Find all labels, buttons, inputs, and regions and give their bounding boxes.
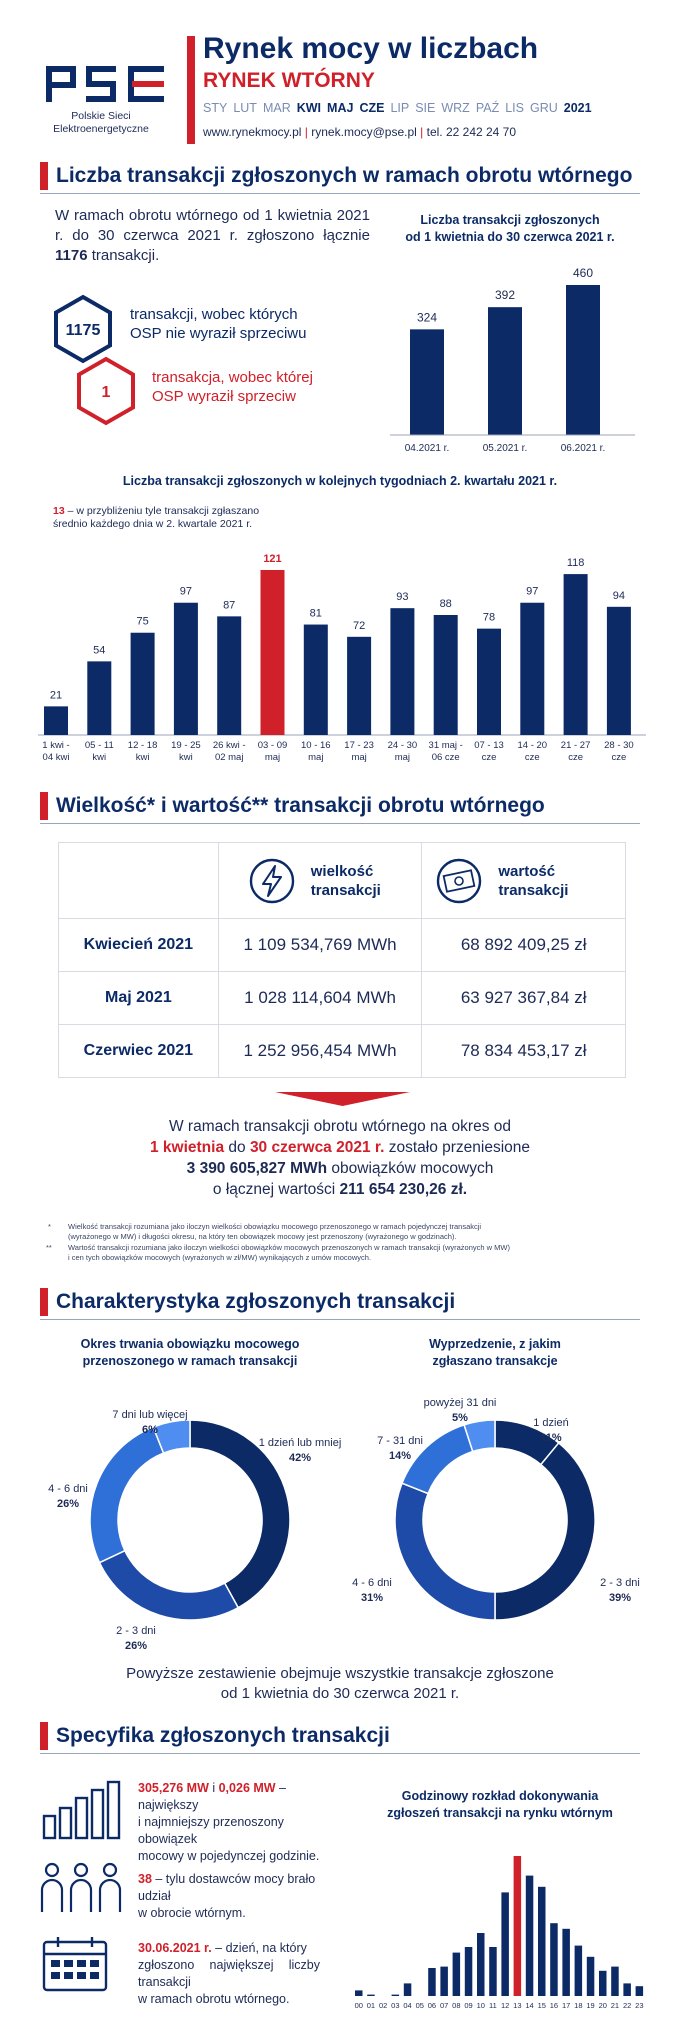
data-label: 75 [136,615,149,628]
month-label: CZE [359,101,385,115]
page-subtitle: RYNEK WTÓRNY [203,69,375,92]
row-value: 63 927 367,84 zł [422,972,626,1025]
data-label: 87 [223,599,236,612]
tick-label: 19 [586,2001,595,2010]
company-name-line2: Elektroenergetyczne [53,123,149,135]
tick-label: 04 kwi [42,752,70,763]
weekly-note-line1: 13 – w przybliżeniu tyle transakcji zgłaszano [53,505,260,517]
bar [599,1971,607,1996]
bar [261,570,285,735]
month-label: MAR [262,101,291,115]
tick-label: 21 [610,2001,620,2010]
tick-label: 03 [391,2001,400,2010]
month-label: WRZ [441,101,470,115]
tick-label: 05 [415,2001,424,2010]
slice-label: 1 dzień [533,1417,569,1429]
bar [355,1990,363,1996]
tick-label: 08 [452,2001,461,2010]
money-icon [436,858,482,904]
bar [131,633,155,735]
bar [477,1933,485,1996]
month-label: GRU [529,101,558,115]
slice-value: 31% [360,1592,384,1604]
tick-label: 28 - 30 [604,740,634,751]
intro-text: W ramach obrotu wtórnego od 1 kwietnia 2021 r. do 30 czerwca 2021 r. zgłoszono łącznie 1176 transakcji. [55,207,370,264]
tick-label: 13 [513,2001,522,2010]
weekly-note-number: 13 [53,505,65,517]
tick-label: 11 [489,2001,497,2010]
slice [90,1427,163,1563]
bar [434,615,458,735]
tick-label: 12 - 18 [127,740,158,751]
slice-value: 6% [142,1424,158,1436]
tick-label: 19 - 25 [171,740,201,751]
section-transactions-count [40,160,640,192]
bar [538,1887,546,1996]
data-label: 460 [572,266,594,280]
tick-label: 14 [525,2001,534,2010]
data-label: 81 [309,607,322,620]
section-volume-value [40,790,640,822]
summary-text: W ramach transakcji obrotu wtórnego na okres od 1 kwietnia do 30 czerwca 2021 r. zostało przeniesione 3 390 605,827 MWh obowiązków mocowych o łącznej wartości 211 654 230,26 zł. [149,1118,531,1198]
tick-label: 22 [622,2001,632,2010]
data-label: 118 [566,557,585,570]
tick-label: 04.2021 r. [404,443,450,454]
slice-value: 26% [56,1498,80,1510]
slice-value: 42% [288,1452,312,1464]
donut2-title-line1: Wyprzedzenie, z jakim [429,1337,561,1351]
table-row [59,1025,626,1078]
weekly-chart-title: Liczba transakcji zgłoszonych w kolejnych tygodniach 2. kwartału 2021 r. [122,474,558,488]
row-volume: 1 028 114,604 MWh [218,972,422,1025]
contact-mail[interactable]: rynek.mocy@pse.pl [311,125,417,139]
volume-value-table [58,842,626,1078]
month-label: LIP [390,101,410,115]
tick-label: 05.2021 r. [482,443,528,454]
footnote-2: Wartość transakcji rozumiana jako iloczyn wielkości obowiązków mocowych przenoszonych w ramach transakcji (wyrażonych w MW) i cen tych obowiązków mocowych (wyrażonych w zł/MW) wynikających z umów mocowych. [68,1243,510,1262]
data-label: 88 [439,598,452,610]
bar [501,1892,509,1996]
tick-label: kwi [135,752,150,763]
tick-label: 14 - 20 [517,740,548,751]
hex2-number: 1 [101,384,111,401]
fact-3: 30.06.2021 r. – dzień, na który zgłoszono największej liczby transakcji w ramach obrotu wtórnego. [138,1941,320,2006]
col-value-line1: wartość [498,862,556,880]
bar [564,574,588,735]
people-group-icon [40,1860,122,1914]
tick-label: 17 - 23 [344,740,374,751]
bar [347,637,371,735]
tick-label: maj [394,752,411,763]
month-label: MAJ [327,101,354,115]
data-label: 121 [263,553,282,565]
tick-label: 10 - 16 [301,740,331,751]
bar [44,706,68,735]
contact-tel: tel. 22 242 24 70 [426,125,517,139]
weekly-bar-chart [38,530,648,770]
bar [465,1947,473,1996]
data-label: 93 [396,591,409,604]
data-label: 324 [416,310,438,325]
hexagon-icon-rejected [75,356,137,426]
fact-1: 305,276 MW i 0,026 MW – największy i najmniejszy przenoszony obowiązek mocowy w pojedynczej godzinie. [138,1781,320,1863]
bar [607,607,631,735]
bar [440,1967,448,1996]
section-title: Specyfika zgłoszonych transakcji [56,1724,390,1747]
data-label: 78 [482,611,496,624]
slice [495,1443,595,1620]
section-title: Liczba transakcji zgłoszonych w ramach obrotu wtórnego [56,164,633,187]
row-value: 68 892 409,25 zł [422,919,626,972]
slice-label: 4 - 6 dni [352,1577,392,1589]
slice-label: powyżej 31 dni [423,1397,497,1409]
bar [477,629,501,735]
tick-label: 07 [439,2001,449,2010]
data-label: 72 [352,619,366,632]
tick-label: 31 maj - [428,740,463,751]
monthly-bar-chart [390,255,640,465]
slice-label: 4 - 6 dni [48,1483,88,1495]
footnote-mark-1: * [48,1222,51,1231]
donut-note-line2: od 1 kwietnia do 30 czerwca 2021 r. [220,1685,460,1702]
tick-label: cze [611,752,627,763]
bar [526,1876,534,1996]
donut-charts [0,1380,680,1650]
month-label: LUT [233,101,257,115]
slice [100,1551,239,1620]
hourly-chart-title-line2: zgłoszeń transakcji na rynku wtórnym [387,1806,613,1820]
month-strip [203,101,592,115]
hourly-bar-chart [352,1830,652,2018]
tick-label: maj [308,752,324,763]
tick-label: 02 maj [214,752,244,763]
donut-note-line1: Powyższe zestawienie obejmuje wszystkie transakcje zgłoszone [126,1665,554,1682]
bar-chart-icon [40,1780,122,1840]
lightning-icon [249,858,295,904]
data-label: 21 [49,689,63,702]
calendar-icon [42,1936,108,1992]
donut1-title-line2: przenoszonego w ramach transakcji [82,1354,298,1368]
tick-label: 03 - 09 [257,740,288,751]
row-volume: 1 109 534,769 MWh [218,919,422,972]
tick-label: 18 [574,2001,583,2010]
month-label: SIE [415,101,436,115]
bar [410,329,444,435]
tick-label: 10 [476,2001,485,2010]
tick-label: cze [524,752,540,763]
bar [428,1968,436,1996]
bar [636,1986,644,1996]
tick-label: 01 [366,2001,376,2010]
tick-label: 17 [561,2001,571,2010]
bar [575,1946,583,1996]
tick-label: cze [481,752,497,763]
fact-2: 38 – tylu dostawców mocy brało udział w obrocie wtórnym. [138,1872,316,1920]
bar [217,616,241,735]
col-volume-line2: transakcji [310,881,381,899]
tick-label: 09 [464,2001,473,2010]
bar [87,661,111,735]
bar [566,285,600,435]
slice-label: 1 dzień lub mniej [258,1437,342,1449]
table-row [59,919,626,972]
section-characteristics [40,1286,640,1318]
bar [514,1856,522,1996]
section-title: Wielkość* i wartość** transakcji obrotu wtórnego [56,794,545,817]
slice-value: 39% [608,1592,632,1604]
hourly-chart-title-line1: Godzinowy rozkład dokonywania [401,1789,599,1803]
tick-label: 20 [598,2001,607,2010]
bar [404,1983,412,1996]
donut2-title-line2: zgłaszano transakcje [432,1354,558,1368]
bar [550,1923,558,1996]
company-name-line1: Polskie Sieci [71,110,131,122]
footnote-1: Wielkość transakcji rozumiana jako iloczyn wielkości obowiązku mocowego przenoszonego w ramach pojedynczej transakcji (wyrażonego w MW) i długości okresu, na który ten obowiązek mocowy jest przenoszony (wyrażonego w godzinach). [68,1222,482,1241]
data-label: 94 [612,589,626,602]
donut1-title-line1: Okres trwania obowiązku mocowego [80,1337,300,1351]
tick-label: 12 [500,2001,510,2010]
tick-label: 21 - 27 [560,740,591,751]
tick-label: 16 [549,2001,559,2010]
slice-label: 2 - 3 dni [600,1577,640,1589]
slice-label: 7 dni lub więcej [112,1409,188,1421]
tick-label: 06 [427,2001,437,2010]
tick-label: maj [351,752,367,763]
tick-label: kwi [92,752,107,763]
bar [174,603,198,735]
bar [304,625,328,735]
tick-label: 02 [378,2001,388,2010]
footnote-mark-2: ** [46,1243,52,1252]
tick-label: 15 [537,2001,546,2010]
tick-label: 23 [635,2001,644,2010]
slice [395,1483,495,1620]
data-label: 54 [93,644,106,657]
bar [489,1947,497,1996]
month-label: LIS [505,101,524,115]
slice-value: 5% [452,1412,468,1424]
bar [520,603,544,735]
tick-label: maj [264,752,281,763]
bar [392,1995,400,1996]
tick-label: kwi [179,752,193,763]
monthly-chart-title-line2: od 1 kwietnia do 30 czerwca 2021 r. [405,230,615,244]
month-label: STY [203,101,228,115]
pse-logo [46,66,166,106]
slice-value: 26% [124,1640,148,1650]
slice-value: 14% [388,1450,412,1462]
hexagon-icon-accepted [52,294,114,364]
tick-label: 24 - 30 [387,740,418,751]
bar [453,1953,461,1996]
month-label: PAŹ [475,101,500,115]
section-title: Charakterystyka zgłoszonych transakcji [56,1290,456,1313]
intro-total: 1176 [55,247,88,264]
table-row [59,972,626,1025]
bar [562,1929,570,1996]
tick-label: cze [568,752,583,763]
bar [488,307,522,435]
header-accent-bar [187,36,195,144]
slice-label: 2 - 3 dni [116,1625,156,1637]
row-value: 78 834 453,17 zł [422,1025,626,1078]
hex2-text-line1: transakcja, wobec której [152,369,313,386]
tick-label: 05 - 11 [84,740,114,751]
slice-value: 11% [540,1432,562,1444]
hex1-number: 1175 [65,322,101,339]
data-label: 97 [526,585,539,598]
tick-label: 00 [354,2001,363,2010]
down-arrow-icon [275,1092,410,1106]
month-label: KWI [296,101,322,115]
data-label: 97 [179,585,193,598]
bar [390,608,414,735]
bar [623,1983,631,1996]
tick-label: 06 cze [431,752,460,763]
bar [367,1995,375,1996]
section-specifics [40,1720,640,1752]
hex1-text-line1: transakcji, wobec których [130,306,298,323]
tick-label: 04 [403,2001,412,2010]
slice-label: 7 - 31 dni [377,1435,423,1447]
row-label: Maj 2021 [59,972,219,1025]
page-title: Rynek mocy w liczbach [203,32,539,65]
tick-label: 07 - 13 [474,740,504,751]
weekly-note-line2: średnio każdego dnia w 2. kwartale 2021 r. [53,518,253,530]
bar [611,1967,619,1996]
monthly-chart-title-line1: Liczba transakcji zgłoszonych [420,213,600,227]
hex2-text-line2: OSP wyraził sprzeciw [152,388,296,405]
contact-web[interactable]: www.rynekmocy.pl [203,125,302,139]
hex1-text-line2: OSP nie wyraził sprzeciwu [130,325,307,342]
row-label: Kwiecień 2021 [59,919,219,972]
year-label: 2021 [563,101,592,115]
tick-label: 06.2021 r. [560,443,606,454]
row-label: Czerwiec 2021 [59,1025,219,1078]
data-label: 392 [494,288,516,303]
tick-label: 1 kwi - [42,740,70,751]
row-volume: 1 252 956,454 MWh [218,1025,422,1078]
tick-label: 26 kwi - [212,740,246,751]
col-volume-line1: wielkość [310,862,374,880]
contact-line: www.rynekmocy.pl | rynek.mocy@pse.pl | tel. 22 242 24 70 [203,125,517,139]
col-value-line2: transakcji [498,881,569,899]
bar [587,1957,595,1996]
